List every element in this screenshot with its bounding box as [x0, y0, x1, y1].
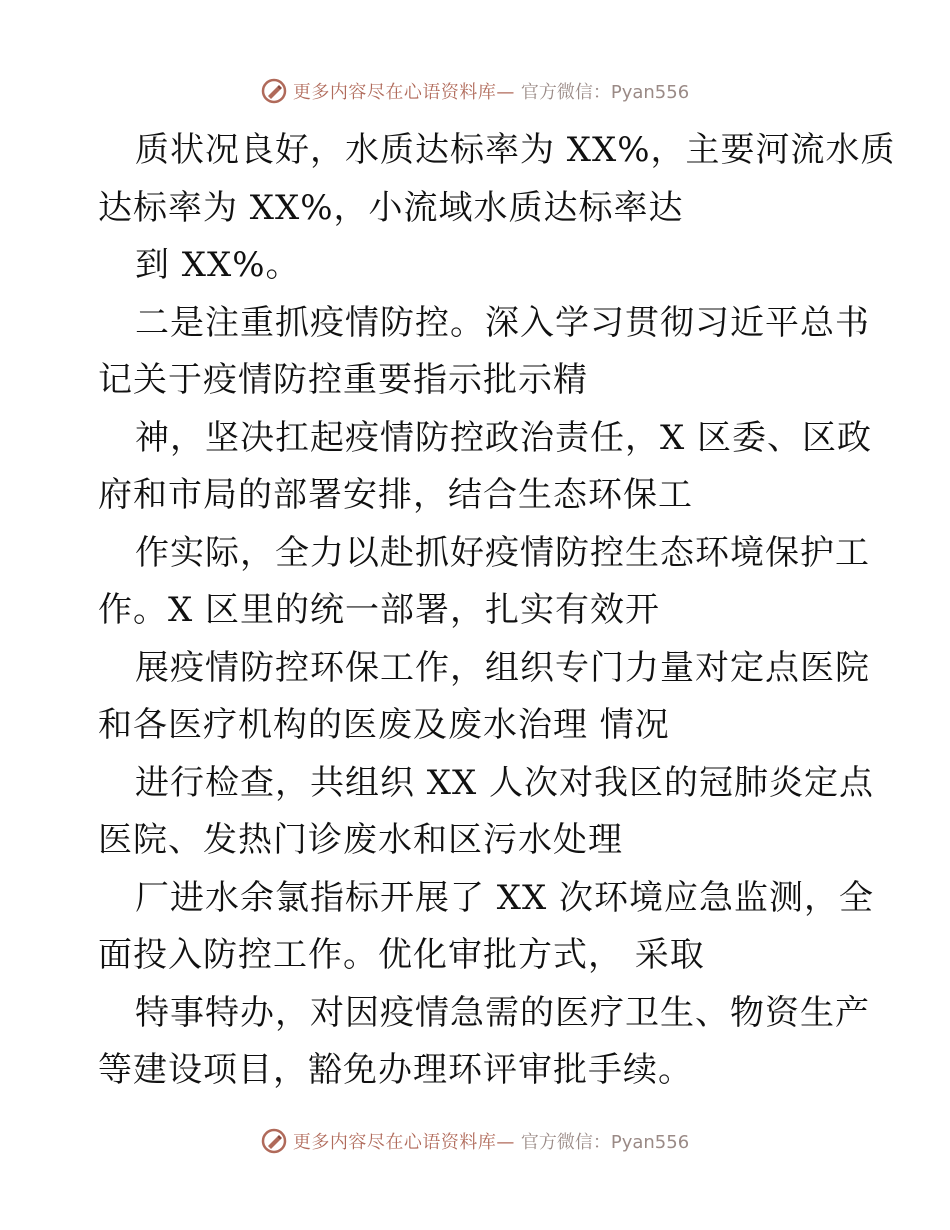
text-line: 面投入防控工作。优化审批方式， 采取 — [98, 935, 705, 975]
text-line: 特事特办，对因疫情急需的医疗卫生、物资生产 — [135, 992, 870, 1033]
pen-logo-icon — [261, 78, 287, 104]
footer-watermark — [0, 1126, 950, 1156]
text-line: 展疫情防控环保工作，组织专门力量对定点医院 — [135, 647, 870, 688]
text-line: 医院、发热门诊废水和区污水处理 — [98, 820, 623, 860]
text-line: 等建设项目，豁免办理环评审批手续。 — [98, 1050, 693, 1090]
watermark-text: 更多内容尽在心语资料库— — [292, 82, 515, 103]
text-line: 记关于疫情防控重要指示批示精 — [98, 360, 588, 400]
text-line: 到 XX%。 — [135, 245, 301, 285]
header-watermark — [0, 76, 950, 106]
text-line: 质状况良好，水质达标率为 XX%，主要河流水质 — [135, 130, 896, 170]
pen-logo-icon — [261, 1128, 287, 1154]
text-line: 作实际，全力以赴抓好疫情防控生态环境保护工 — [135, 532, 870, 573]
document-body — [98, 122, 896, 1100]
text-line: 作。X 区里的统一部署，扎实有效开 — [98, 590, 661, 630]
text-line: 达标率为 XX%，小流域水质达标率达 — [98, 187, 684, 228]
watermark-wechat: 官方微信：Pyan556 — [520, 82, 690, 103]
text-line: 进行检查，共组织 XX 人次对我区的冠肺炎定点 — [135, 762, 875, 803]
text-line: 和各医疗机构的医废及废水治理 情况 — [98, 705, 670, 745]
watermark-text: 更多内容尽在心语资料库— — [292, 1132, 515, 1153]
text-line: 神，坚决扛起疫情防控政治责任，X 区委、区政 — [135, 417, 873, 458]
text-line: 府和市局的部署安排，结合生态环保工 — [98, 475, 693, 515]
watermark-wechat: 官方微信：Pyan556 — [520, 1132, 690, 1153]
text-line: 二是注重抓疫情防控。深入学习贯彻习近平总书 — [135, 302, 870, 343]
text-line: 厂进水余氯指标开展了 XX 次环境应急监测，全 — [135, 877, 875, 918]
